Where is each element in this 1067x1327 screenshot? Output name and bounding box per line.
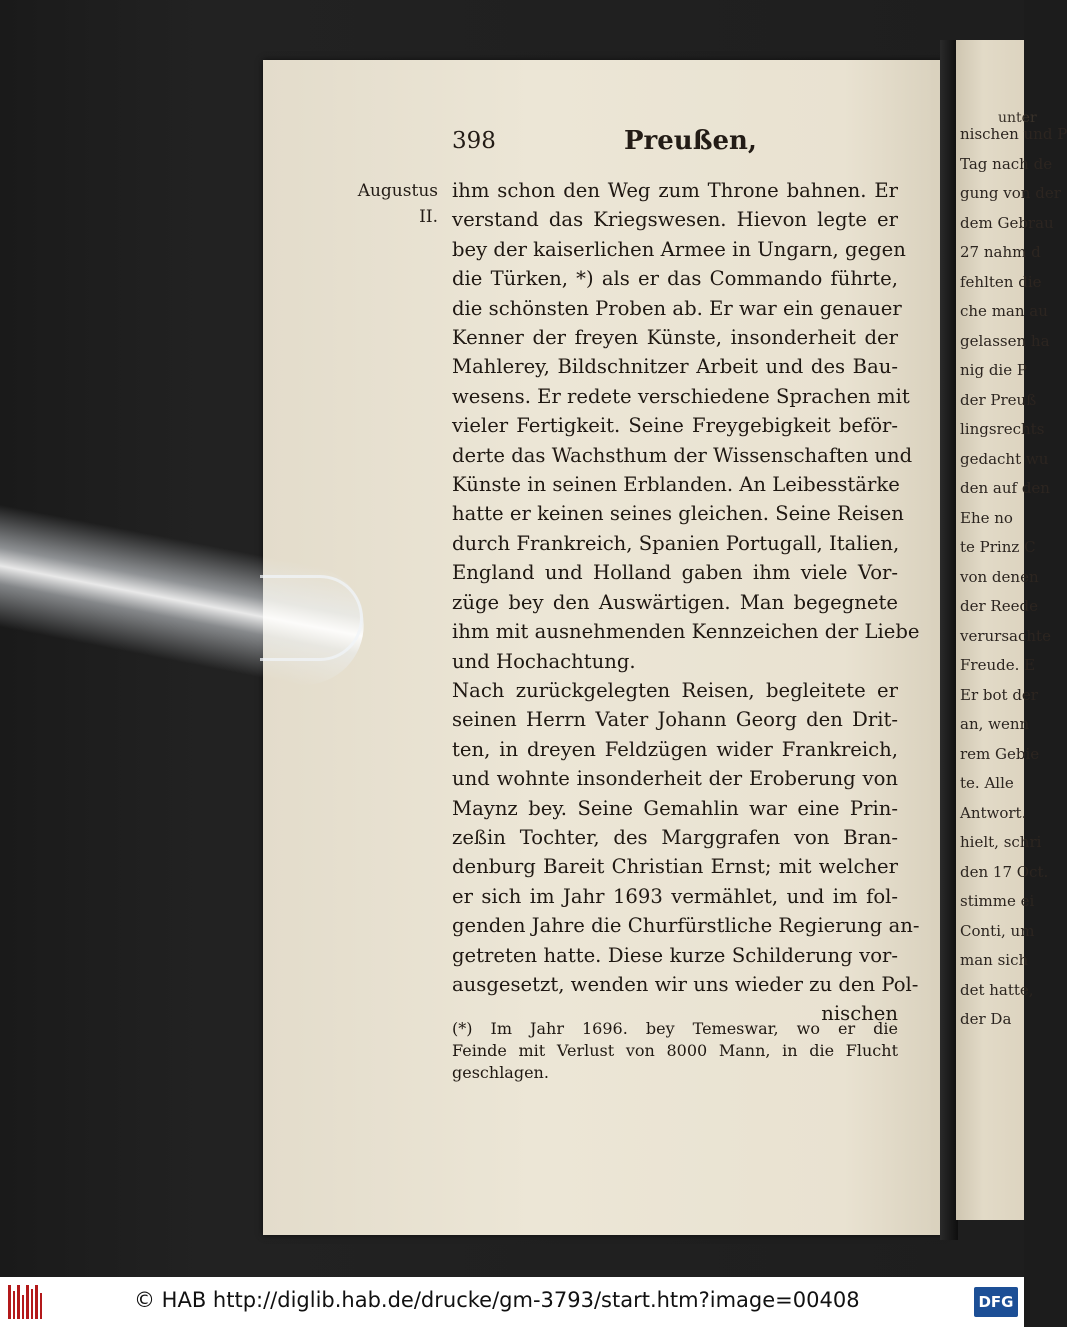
- right-page-line: rem Gebie: [960, 744, 1040, 763]
- right-page-line: an, wenn: [960, 715, 1030, 733]
- source-link[interactable]: © HAB http://diglib.hab.de/drucke/gm-3793/start.htm?image=00408: [134, 1288, 860, 1312]
- right-page-line: von denen: [960, 567, 1039, 586]
- text-line: nischen: [821, 1002, 898, 1026]
- margin-note-line: Augustus: [357, 181, 438, 201]
- right-page-line: Ehe no: [960, 508, 1013, 527]
- running-title: Preußen,: [624, 126, 757, 156]
- text-line: England und Holland gaben ihm viele Vor-: [452, 561, 898, 585]
- footnote-line: Feinde mit Verlust von 8000 Mann, in die Flucht: [452, 1041, 898, 1060]
- right-page-line: fehlten die: [960, 272, 1042, 291]
- footer-bar: [0, 1277, 1024, 1327]
- hab-logo-icon: [8, 1285, 42, 1319]
- glare-reflection-edge: [260, 575, 363, 661]
- right-page-line: gung von der: [960, 184, 1061, 202]
- right-page-line: der Reede: [960, 597, 1038, 615]
- right-page-line: det hatte,: [960, 980, 1034, 999]
- right-page-line: lingsrechts: [960, 420, 1045, 438]
- text-line: züge bey den Auswärtigen. Man begegnete: [452, 590, 898, 614]
- dfg-logo-icon: DFG: [974, 1287, 1018, 1317]
- margin-note-line: II.: [419, 207, 438, 227]
- right-page-line: 27 nahm d: [960, 243, 1041, 261]
- right-page-line: nig die P: [960, 361, 1027, 379]
- right-page-header: unter: [998, 110, 1037, 126]
- right-page-line: Er bot der: [960, 685, 1038, 704]
- text-line: ihm schon den Weg zum Throne bahnen. Er: [452, 179, 898, 202]
- text-line: bey der kaiserlichen Armee in Ungarn, gegen: [452, 237, 906, 261]
- text-line: die schönsten Proben ab. Er war ein genauer: [452, 296, 902, 320]
- text-line: ihm mit ausnehmenden Kennzeichen der Liebe: [452, 620, 920, 644]
- right-page-line: gedacht wu: [960, 449, 1049, 468]
- right-page: [956, 40, 1067, 1220]
- text-line: getreten hatte. Diese kurze Schilderung vor-: [452, 943, 898, 967]
- right-page-line: stimme ei: [960, 892, 1035, 910]
- right-page-line: Conti, um: [960, 921, 1035, 940]
- right-page-line: Antwort.: [960, 803, 1027, 822]
- text-line: denburg Bareit Christian Ernst; mit welcher: [452, 855, 898, 879]
- right-page-line: te. Alle: [960, 774, 1014, 792]
- text-line: ten, in dreyen Feldzügen wider Frankreich,: [452, 737, 898, 761]
- text-line: durch Frankreich, Spanien Portugall, Italien,: [452, 531, 900, 555]
- right-page-line: nischen und P: [960, 125, 1067, 143]
- footnote-line: (*) Im Jahr 1696. bey Temeswar, wo er die: [452, 1019, 898, 1038]
- text-line: derte das Wachsthum der Wissenschaften und: [452, 443, 913, 467]
- right-page-line: der Da: [960, 1010, 1012, 1028]
- text-line: vieler Fertigkeit. Seine Freygebigkeit beför-: [452, 414, 898, 438]
- text-line: seinen Herrn Vater Johann Georg den Drit-: [452, 708, 898, 732]
- text-line: und wohnte insonderheit der Eroberung von: [452, 767, 898, 791]
- right-page-text: [960, 120, 1067, 1035]
- text-line: verstand das Kriegswesen. Hievon legte er: [452, 208, 898, 232]
- right-page-line: gelassen ha: [960, 331, 1050, 350]
- text-line: Kenner der freyen Künste, insonderheit der: [452, 326, 898, 350]
- text-line: Maynz bey. Seine Gemahlin war eine Prin-: [452, 796, 898, 820]
- right-page-line: Tag nach de: [960, 154, 1053, 173]
- right-page-line: den auf den: [960, 479, 1050, 497]
- footnote: [452, 1018, 898, 1084]
- text-line: Mahlerey, Bildschnitzer Arbeit und des Bau-: [452, 355, 898, 379]
- right-page-line: den 17 Oct.: [960, 862, 1049, 881]
- margin-note: [356, 178, 438, 230]
- text-line: zeßin Tochter, des Marggrafen von Bran-: [452, 825, 898, 849]
- text-line: Künste in seinen Erblanden. An Leibesstärke: [452, 473, 900, 497]
- text-line: ausgesetzt, wenden wir uns wieder zu den Pol-: [452, 972, 919, 996]
- right-page-line: che man au: [960, 302, 1048, 320]
- text-line: Nach zurückgelegten Reisen, begleitete er: [452, 678, 898, 702]
- footnote-line: geschlagen.: [452, 1063, 549, 1082]
- right-page-line: hielt, schri: [960, 833, 1042, 851]
- text-line: hatte er keinen seines gleichen. Seine Reisen: [452, 502, 904, 526]
- text-line: die Türken, *) als er das Commando führte,: [452, 267, 898, 291]
- text-line: wesens. Er redete verschiedene Sprachen mit: [452, 384, 910, 408]
- right-page-line: Freude. E: [960, 656, 1036, 674]
- page-number: 398: [452, 128, 496, 154]
- right-page-line: verursachte: [960, 626, 1051, 645]
- right-page-line: man sich: [960, 951, 1029, 969]
- text-line: er sich im Jahr 1693 vermählet, und im fol-: [452, 884, 898, 908]
- right-page-line: dem Gebrau: [960, 213, 1054, 232]
- page-header: [452, 128, 902, 162]
- body-text: [452, 176, 920, 1029]
- right-page-line: te Prinz C: [960, 538, 1036, 556]
- right-page-line: der Preuß: [960, 390, 1037, 409]
- text-line: genden Jahre die Churfürstliche Regierung an-: [452, 914, 920, 938]
- text-line: und Hochachtung.: [452, 649, 636, 673]
